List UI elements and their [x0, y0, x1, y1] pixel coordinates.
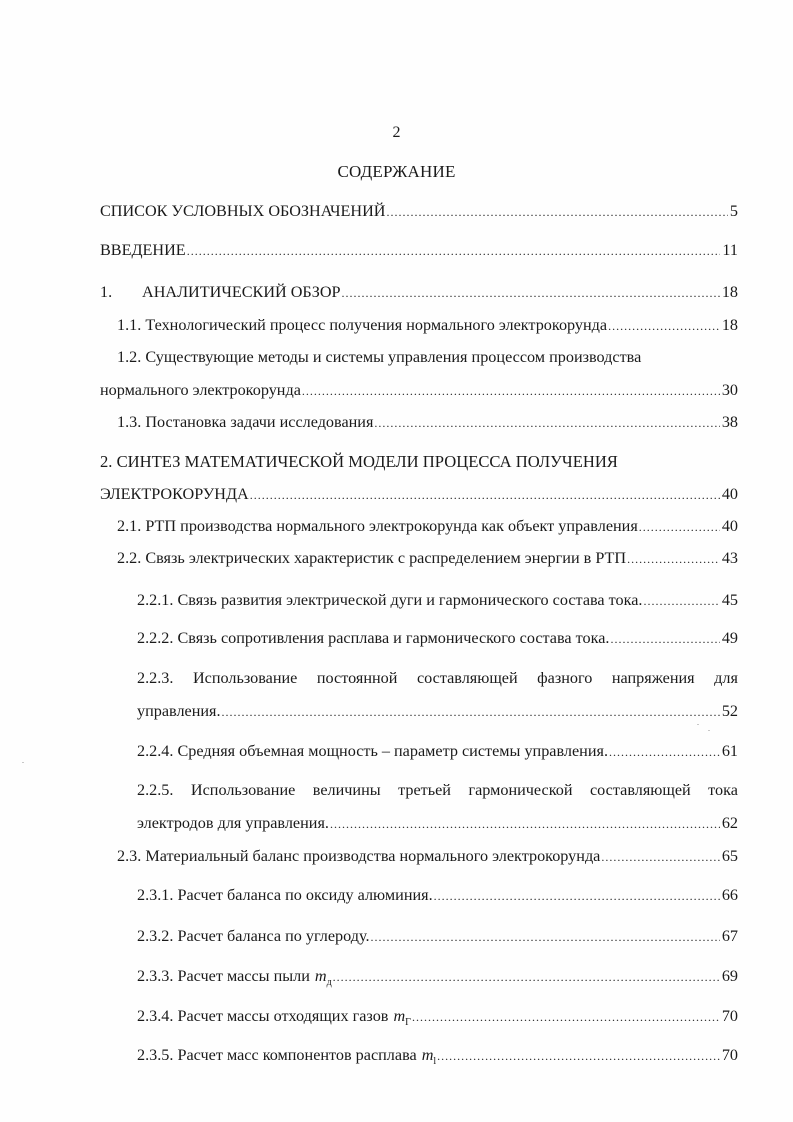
toc-entry-page: 67 — [721, 927, 738, 945]
scan-speck — [22, 762, 24, 763]
toc-entry-section-2-2-5-line1[interactable] — [137, 780, 738, 800]
toc-entry-text: ЭЛЕКТРОКОРУНДА — [100, 485, 249, 503]
scan-speck — [697, 724, 699, 725]
toc-entry-intro[interactable] — [100, 240, 738, 261]
toc-word: для — [714, 669, 738, 687]
toc-word: напряжения — [611, 669, 695, 687]
toc-entry-page: 45 — [721, 591, 738, 609]
toc-entry-page: 40 — [721, 485, 738, 503]
toc-word: третьей — [398, 781, 451, 799]
math-var-subscript: Г — [405, 1017, 411, 1029]
math-var-subscript: l — [433, 1056, 437, 1068]
toc-entry-text: 2.3.2. Расчет баланса по углероду. — [137, 927, 370, 945]
toc-word: 2.2.5. — [137, 781, 174, 799]
math-var-symbol: m — [393, 1007, 406, 1025]
toc-word: величины — [312, 781, 381, 799]
dot-leader — [342, 283, 720, 303]
toc-entry-text: электродов для управления. — [137, 814, 329, 832]
toc-word: составляющей — [416, 669, 518, 687]
toc-entry-text: АНАЛИТИЧЕСКИЙ ОБЗОР — [142, 283, 341, 301]
dot-leader — [302, 381, 720, 401]
toc-entry-text: ВВЕДЕНИЕ — [100, 241, 186, 259]
math-variable — [315, 966, 332, 993]
dot-leader — [374, 413, 719, 433]
toc-word: 2.2.3. — [137, 669, 174, 687]
toc-entry-section-2-2-4[interactable] — [137, 741, 738, 762]
toc-entry-page: 30 — [721, 381, 738, 399]
toc-entry-page: 61 — [721, 742, 738, 760]
toc-entry-text: 2.1. РТП производства нормального электрокорунда как объект управления — [117, 517, 638, 535]
dot-leader — [627, 549, 720, 569]
toc-entry-page: 18 — [721, 283, 738, 301]
toc-entry-text: нормального электрокорунда — [100, 381, 301, 399]
toc-entry-section-1-1[interactable] — [117, 315, 738, 336]
toc-entry-text: 2.2.4. Средняя объемная мощность – параметр системы управления. — [137, 742, 608, 760]
toc-entry-section-2-2-5[interactable] — [137, 813, 738, 834]
toc-entry-text: 2.3.4. Расчет массы отходящих газов — [137, 1007, 389, 1025]
toc-entry-section-2-2-2[interactable] — [137, 628, 738, 649]
toc-entry-page: 43 — [721, 549, 738, 567]
dot-leader — [437, 1046, 720, 1066]
toc-entry-page: 11 — [722, 241, 738, 259]
dot-leader — [333, 967, 720, 987]
toc-entry-text: 2.2.2. Связь сопротивления расплава и гармонического состава тока. — [137, 629, 610, 647]
dot-leader — [187, 241, 721, 261]
toc-entry-section-2-3-1[interactable] — [137, 885, 738, 906]
scan-speck — [708, 730, 710, 731]
dot-leader — [609, 742, 720, 762]
dot-leader — [412, 1007, 720, 1027]
toc-entry-text: 2.3. Материальный баланс производства нормального электрокорунда — [117, 847, 601, 865]
toc-entry-section-2-1[interactable] — [117, 516, 738, 537]
dot-leader — [434, 886, 720, 906]
dot-leader — [643, 591, 719, 611]
toc-entry-page: 18 — [721, 316, 738, 334]
dot-leader — [608, 316, 720, 336]
toc-entry-section-1-2[interactable] — [100, 380, 738, 401]
toc-entry-text: 1.3. Постановка задачи исследования — [117, 413, 374, 431]
toc-entry-page: 38 — [721, 413, 738, 431]
math-var-symbol: m — [421, 1046, 434, 1064]
toc-entry-page: 65 — [721, 847, 738, 865]
toc-entry-page: 70 — [721, 1046, 738, 1064]
toc-entry-page: 69 — [721, 967, 738, 985]
toc-entry-section-2-3-4[interactable] — [137, 1006, 738, 1033]
toc-entry-text: 2.3.1. Расчет баланса по оксиду алюминия. — [137, 886, 433, 904]
page-number: 2 — [392, 124, 401, 141]
toc-entry-page: 52 — [721, 702, 738, 720]
toc-entry-section-2-2-1[interactable] — [137, 590, 738, 611]
toc-entry-page: 62 — [721, 814, 738, 832]
toc-word: Использование — [190, 781, 296, 799]
toc-entry-chapter-2[interactable] — [100, 484, 738, 505]
dot-leader — [386, 202, 727, 222]
dot-leader — [371, 927, 720, 947]
toc-entry-page: 5 — [729, 202, 738, 220]
math-var-subscript: д — [326, 977, 332, 989]
toc-entry-section-2-3-2[interactable] — [137, 926, 738, 947]
toc-entry-text: 2.3.5. Расчет масс компонентов расплава — [137, 1046, 417, 1064]
toc-entry-text: 2.2.1. Связь развития электрической дуги и гармонического состава тока. — [137, 591, 643, 609]
toc-word: Использование — [192, 669, 298, 687]
toc-entry-section-1-2-line1[interactable]: 1.2. Существующие методы и системы управления процессом производства — [117, 348, 642, 366]
toc-word: гармонической — [468, 781, 573, 799]
toc-word: составляющей — [590, 781, 691, 799]
toc-entry-page: 49 — [721, 629, 738, 647]
toc-word: постоянной — [316, 669, 398, 687]
toc-entry-section-2-3-5[interactable] — [137, 1045, 738, 1072]
toc-entry-section-1-3[interactable] — [117, 412, 738, 433]
toc-entry-section-2-3[interactable] — [117, 846, 738, 867]
toc-entry-section-2-3-3[interactable] — [137, 966, 738, 993]
dot-leader — [639, 517, 720, 537]
toc-entry-page: 40 — [721, 517, 738, 535]
toc-entry-page: 70 — [721, 1007, 738, 1025]
toc-entry-text: 2.2. Связь электрических характеристик с распределением энергии в РТП — [117, 549, 627, 567]
math-variable — [393, 1006, 410, 1033]
toc-entry-section-2-2-3[interactable] — [137, 701, 738, 722]
toc-entry-chapter-2-line1[interactable]: 2. СИНТЕЗ МАТЕМАТИЧЕСКОЙ МОДЕЛИ ПРОЦЕССА ПОЛУЧЕНИЯ — [100, 452, 618, 471]
math-var-symbol: m — [314, 967, 327, 985]
toc-entry-abbreviations[interactable] — [100, 201, 738, 222]
dot-leader — [330, 814, 720, 834]
toc-entry-section-2-2[interactable] — [117, 548, 738, 569]
toc-entry-text: 1.1. Технологический процесс получения нормального электрокорунда — [117, 316, 608, 334]
toc-entry-chapter-1[interactable] — [100, 282, 738, 303]
toc-entry-text: СПИСОК УСЛОВНЫХ ОБОЗНАЧЕНИЙ — [100, 202, 386, 220]
dot-leader — [250, 485, 720, 505]
toc-entry-text: управления. — [137, 702, 221, 720]
math-variable — [422, 1045, 436, 1072]
toc-entry-section-2-2-3-line1[interactable] — [137, 668, 738, 688]
toc-word: фазного — [537, 669, 593, 687]
dot-leader — [610, 629, 719, 649]
toc-entry-text: 2.3.3. Расчет массы пыли — [137, 967, 310, 985]
toc-title: СОДЕРЖАНИЕ — [337, 162, 456, 181]
toc-entry-page: 66 — [721, 886, 738, 904]
toc-word: тока — [708, 781, 738, 799]
dot-leader — [601, 847, 719, 867]
dot-leader — [222, 702, 720, 722]
toc-entry-number: 1. — [100, 283, 113, 301]
